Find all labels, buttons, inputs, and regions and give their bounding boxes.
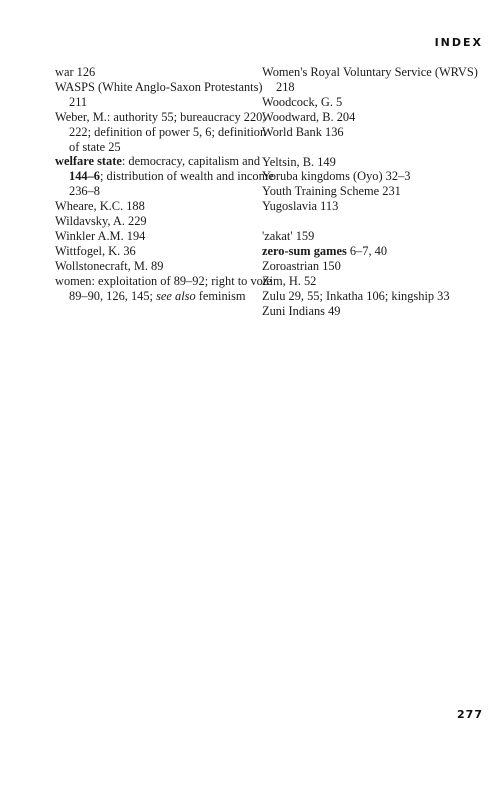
- index-entry-text: Weber, M.: authority 55; bureaucracy 220, 222; definition of power 5, 6; definition of state 25: [55, 109, 267, 154]
- index-entry: [262, 95, 484, 110]
- index-entry: [55, 154, 275, 199]
- index-entry: [262, 244, 484, 259]
- index-entry-text: feminism: [195, 288, 246, 303]
- index-entry-text: war 126: [55, 65, 96, 79]
- letter-group-gap: [262, 140, 484, 155]
- index-entry: [262, 259, 484, 274]
- index-entry-text: see also: [156, 288, 196, 303]
- index-entry-text: Yoruba kingdoms (Oyo) 32–3: [262, 169, 411, 184]
- page-number: 277: [457, 708, 483, 721]
- index-column-right: [262, 65, 484, 319]
- index-entry: [55, 110, 275, 155]
- index-entry-text: Zim, H. 52: [262, 273, 317, 288]
- index-entry: [262, 155, 484, 170]
- index-entry-text: Zulu 29, 55; Inkatha 106; kingship 33: [262, 288, 450, 303]
- index-entry-text: Woodward, B. 204: [262, 109, 356, 124]
- index-entry-text: Youth Training Scheme 231: [262, 184, 401, 199]
- index-entry-text: Wollstonecraft, M. 89: [55, 258, 164, 273]
- index-entry-text: 6–7, 40: [346, 244, 388, 259]
- index-entry: [262, 65, 484, 95]
- index-entry: [55, 199, 275, 214]
- index-entry-text: Wildavsky, A. 229: [55, 214, 147, 229]
- index-entry-text: ; distribution of wealth and income 236–8: [69, 169, 274, 199]
- index-entry: [55, 80, 275, 110]
- index-column-left: [55, 65, 275, 304]
- index-entry: [55, 274, 275, 304]
- index-entry: [262, 274, 484, 289]
- index-entry-text: women: exploitation of 89–92; right to vote 89–90, 126, 145;: [55, 273, 272, 303]
- letter-group-gap: [262, 214, 484, 229]
- index-entry: [262, 125, 484, 140]
- index-entry-text: Wheare, K.C. 188: [55, 199, 145, 214]
- index-entry: [262, 110, 484, 125]
- index-entry: [262, 229, 484, 244]
- index-entry-text: Zoroastrian 150: [262, 258, 341, 273]
- index-entry: [55, 214, 275, 229]
- index-entry-text: welfare state: [55, 154, 122, 169]
- index-entry-text: Wittfogel, K. 36: [55, 243, 136, 258]
- index-entry-text: Zuni Indians 49: [262, 303, 341, 318]
- index-entry: [55, 244, 275, 259]
- index-entry-text: Women's Royal Voluntary Service (WRVS) 218: [262, 65, 478, 94]
- index-entry-text: 144–6: [69, 169, 100, 184]
- index-entry-text: zero-sum games: [262, 244, 347, 259]
- index-entry-text: 'zakat' 159: [262, 229, 315, 244]
- index-entry-text: World Bank 136: [262, 124, 344, 139]
- index-entry: [55, 65, 275, 80]
- index-entry: [262, 199, 484, 214]
- index-entry: [262, 289, 484, 304]
- index-entry: [262, 169, 484, 184]
- index-entry: [55, 259, 275, 274]
- index-entry-text: Winkler A.M. 194: [55, 228, 146, 243]
- index-entry-text: : democracy, capitalism and: [121, 154, 261, 169]
- index-entry-text: Woodcock, G. 5: [262, 94, 343, 109]
- index-entry: [262, 184, 484, 199]
- index-entry-text: Yugoslavia 113: [262, 199, 339, 214]
- index-entry: [55, 229, 275, 244]
- index-entry: [262, 304, 484, 319]
- index-entry-text: WASPS (White Anglo-Saxon Protestants) 211: [55, 79, 263, 109]
- running-header: INDEX: [434, 36, 483, 49]
- index-entry-text: Yeltsin, B. 149: [262, 154, 336, 169]
